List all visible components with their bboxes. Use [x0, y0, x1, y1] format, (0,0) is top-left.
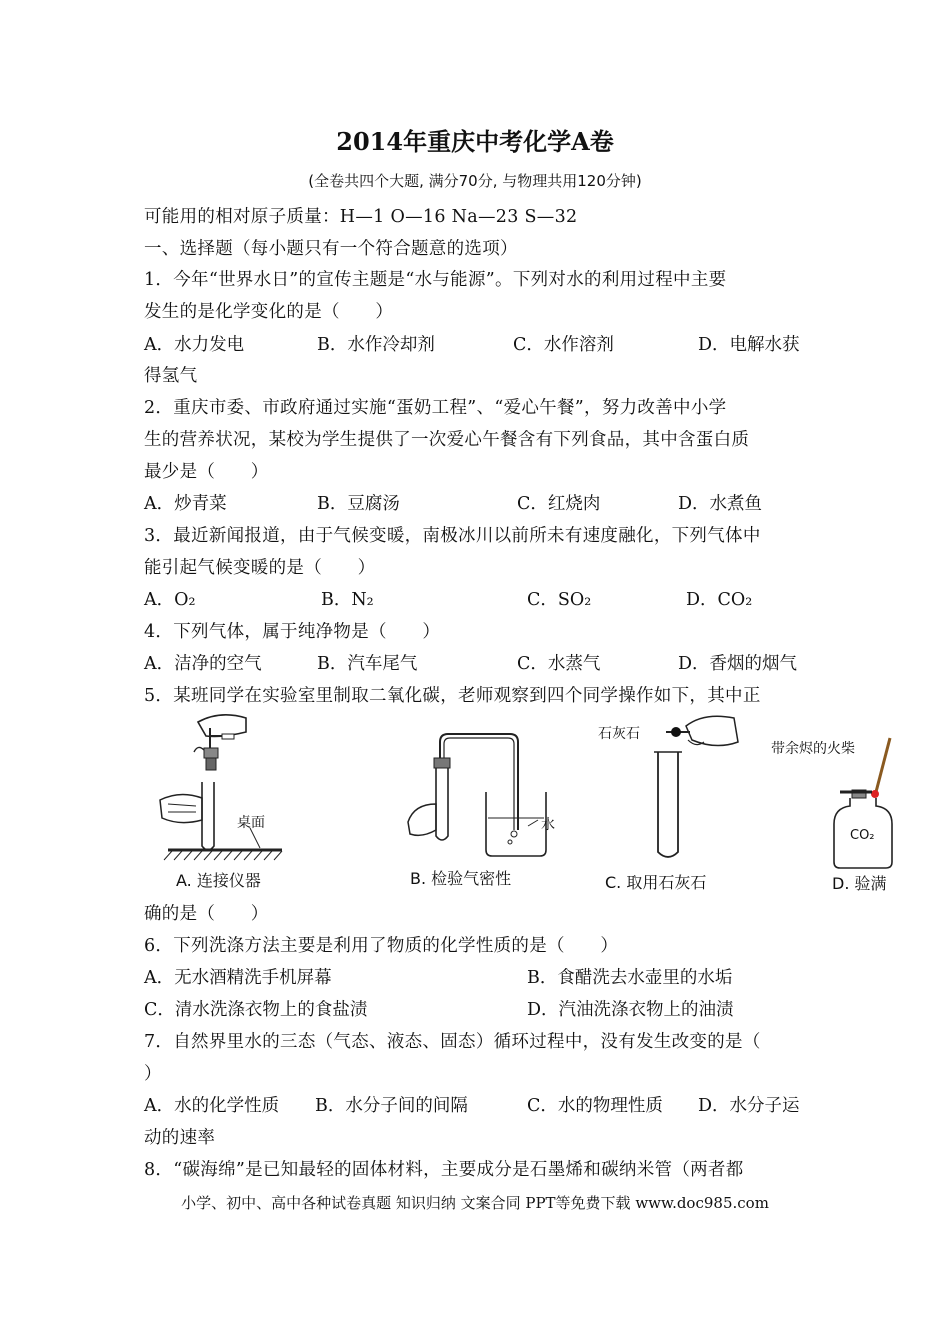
figure-a-connect-apparatus [150, 708, 290, 868]
q1-stem-line1: 1．今年“世界水日”的宣传主题是“水与能源”。下列对水的利用过程中主要 [144, 270, 727, 290]
q3-option-c: C．SO₂ [527, 590, 592, 610]
q8-stem-line1: 8．“碳海绵”是已知最轻的固体材料，主要成分是石墨烯和碳纳米管（两者都 [144, 1160, 744, 1180]
q2-option-a: A．炒青菜 [144, 494, 227, 514]
q1-option-b: B．水作冷却剂 [317, 335, 435, 355]
q3-option-d: D．CO₂ [686, 590, 753, 610]
q3-option-b: B．N₂ [321, 590, 374, 610]
q7-option-a: A．水的化学性质 [144, 1096, 280, 1116]
q5-stem-line2: 确的是（ ） [144, 904, 269, 924]
atomic-masses: 可能用的相对原子质量：H—1 O—16 Na—23 S—32 [144, 207, 578, 227]
q4-option-a: A．洁净的空气 [144, 654, 262, 674]
page-footer: 小学、初中、高中各种试卷真题 知识归纳 文案合同 PPT等免费下载 www.doc985.com [181, 1194, 769, 1212]
figure-b-airtightness-check [400, 722, 550, 862]
q2-option-b: B．豆腐汤 [317, 494, 400, 514]
q3-option-a: A．O₂ [144, 590, 196, 610]
q1-option-a: A．水力发电 [144, 335, 245, 355]
figure-c-limestone-label: 石灰石 [598, 726, 640, 742]
q6-option-c: C．清水洗涤衣物上的食盐渍 [144, 1000, 368, 1020]
q2-stem-line2: 生的营养状况，某校为学生提供了一次爱心午餐含有下列食品，其中含蛋白质 [144, 430, 750, 450]
q6-option-d: D．汽油洗涤衣物上的油渍 [527, 1000, 734, 1020]
figure-a-caption: A. 连接仪器 [176, 871, 261, 890]
figure-c-caption: C. 取用石灰石 [605, 873, 707, 892]
q1-option-d: D．电解水获 [698, 335, 800, 355]
q4-option-d: D．香烟的烟气 [678, 654, 798, 674]
q5-stem-line1: 5．某班同学在实验室里制取二氧化碳，老师观察到四个同学操作如下，其中正 [144, 686, 761, 706]
q7-option-c: C．水的物理性质 [527, 1096, 663, 1116]
section-heading: 一、选择题（每小题只有一个符合题意的选项） [144, 239, 518, 259]
q7-stem-line1: 7．自然界里水的三态（气态、液态、固态）循环过程中，没有发生改变的是（ [144, 1032, 761, 1052]
q2-stem-line3: 最少是（ ） [144, 462, 269, 482]
q4-stem: 4．下列气体，属于纯净物是（ ） [144, 622, 441, 642]
q7-option-b: B．水分子间的间隔 [315, 1096, 468, 1116]
q2-stem-line1: 2．重庆市委、市政府通过实施“蛋奶工程”、“爱心午餐”，努力改善中小学 [144, 398, 727, 418]
page-subtitle: (全卷共四个大题, 满分70分, 与物理共用120分钟) [308, 172, 642, 190]
q1-option-c: C．水作溶剂 [513, 335, 614, 355]
q6-option-b: B．食醋洗去水壶里的水垢 [527, 968, 733, 988]
figure-a-table-label: 桌面 [237, 815, 265, 831]
q6-stem: 6．下列洗涤方法主要是利用了物质的化学性质的是（ ） [144, 936, 619, 956]
q7-option-d-cont: 动的速率 [144, 1128, 216, 1148]
q1-option-d-cont: 得氢气 [144, 366, 198, 386]
figure-b-caption: B. 检验气密性 [410, 869, 512, 888]
q6-option-a: A．无水酒精洗手机屏幕 [144, 968, 332, 988]
page-title: 2014年重庆中考化学A卷 [336, 127, 614, 156]
figure-d-match-label: 带余烬的火柴 [771, 741, 855, 757]
q1-stem-line2: 发生的是化学变化的是（ ） [144, 302, 394, 322]
q2-option-d: D．水煮鱼 [678, 494, 763, 514]
q4-option-b: B．汽车尾气 [317, 654, 418, 674]
q3-stem-line2: 能引起气候变暖的是（ ） [144, 558, 376, 578]
q7-stem-line2: ） [144, 1064, 162, 1084]
q3-stem-line1: 3．最近新闻报道，由于气候变暖，南极冰川以前所未有速度融化，下列气体中 [144, 526, 761, 546]
q7-option-d: D．水分子运 [698, 1096, 800, 1116]
figure-b-water-label: 水 [541, 817, 555, 833]
figure-d-co2-label: CO₂ [850, 828, 875, 843]
q4-option-c: C．水蒸气 [517, 654, 601, 674]
figure-d-caption: D. 验满 [832, 874, 887, 893]
q2-option-c: C．红烧肉 [517, 494, 601, 514]
